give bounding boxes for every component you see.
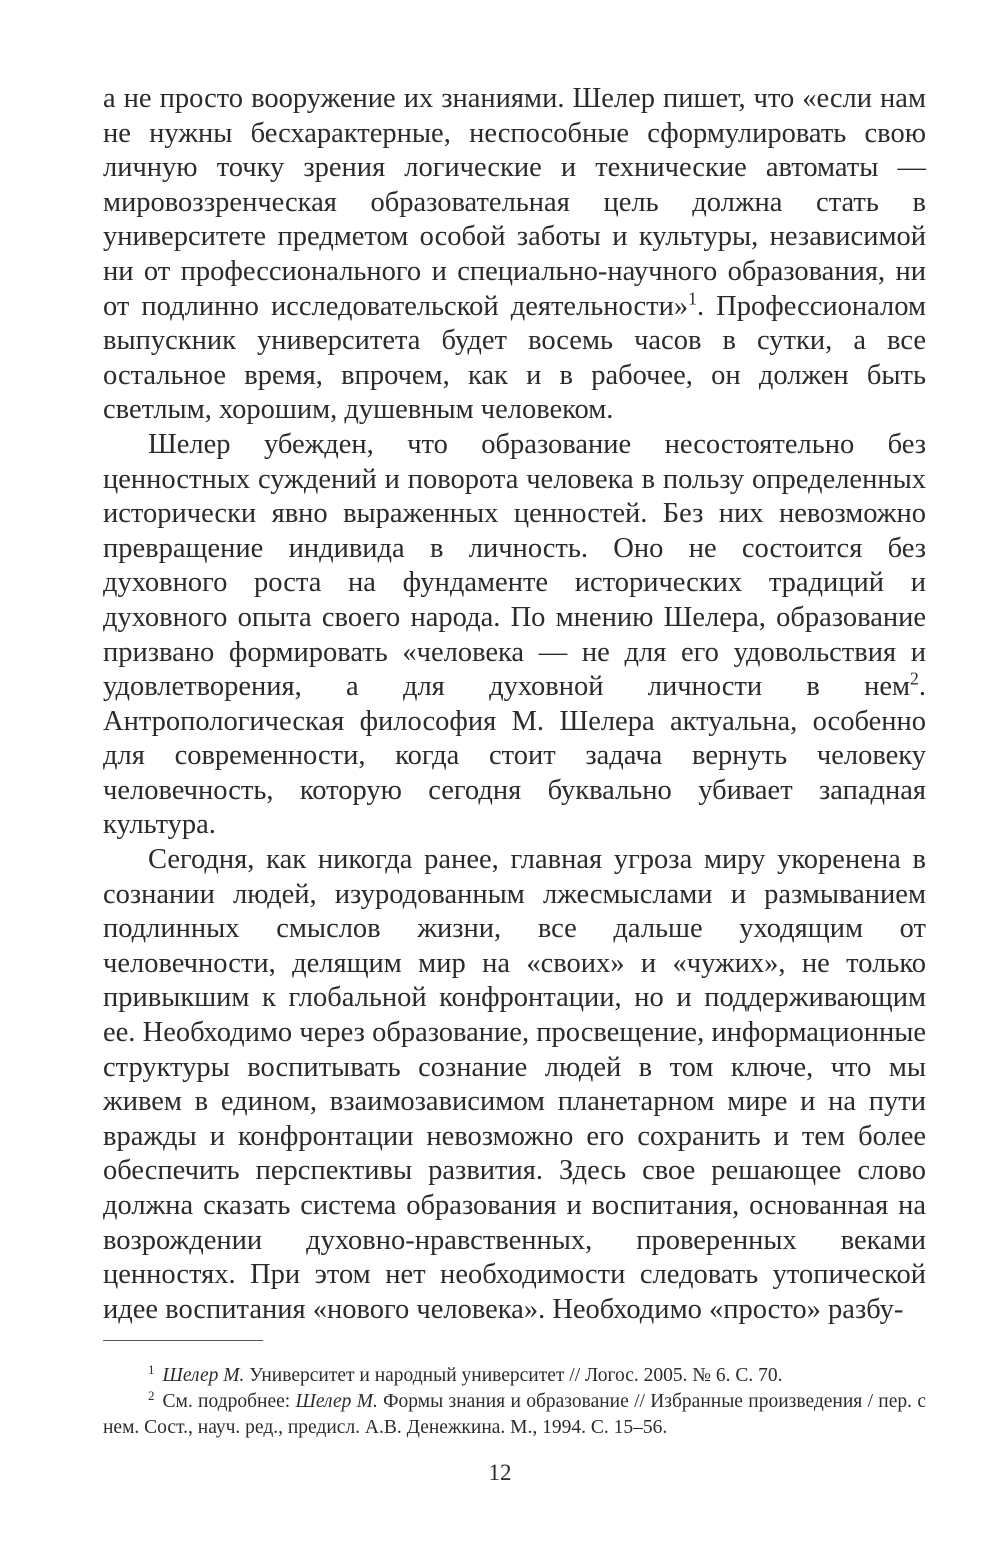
footnote-2-prefix: См. подробнее: [162,1391,296,1412]
paragraph-2-text-b: . Антропологическая философия М. Шелера актуальна, особенно для современности, когда стоит задача вернуть человеку человечность, которую сегодня буквально убивает западная культура. [103,671,926,841]
footnote-ref-1[interactable]: 1 [688,288,697,309]
page-body [103,82,926,1327]
paragraph-2 [103,428,926,843]
paragraph-3: Сегодня, как никогда ранее, главная угроза миру укоренена в сознании людей, изуродованным лжесмыслами и размыванием подлинных смыслов жизни, все дальше уходящим от человечности, делящим мир на «своих» и «чужих», не только привыкшим к глобальной конфронтации, но и поддерживающим ее. Необходимо через образование, просвещение, информационные структуры воспитывать сознание людей в том ключе, что мы живем в едином, взаимозависимом планетарном мире и на пути вражды и конфронтации невозможно его сохранить и тем более обеспечить перспективы развития. Здесь свое решающее слово должна сказать система образования и воспитания, основанная на возрождении духовно-нравственных, проверенных веками ценностях. При этом нет необходимости следовать утопической идее воспитания «нового человека». Необходимо «просто» разбу- [103,844,926,1325]
footnote-2-author: Шелер М. [295,1391,378,1412]
page-number: 12 [488,1460,512,1485]
body-text [103,82,926,1327]
footnote-2-text: Формы знания и образование // Избранные произведения / пер. с нем. Сост., науч. ред., предисл. А.В. Денежкина. М., 1994. С. 15–56. [103,1391,926,1438]
footnote-divider [103,1340,263,1341]
footnote-1 [103,1363,926,1389]
footnote-ref-2[interactable]: 2 [910,668,919,689]
footnote-1-text: Университет и народный университет // Логос. 2005. № 6. С. 70. [244,1365,783,1386]
paragraph-1-text-b: . Профессионалом выпускник университета будет восемь часов в сутки, а все остальное время, впрочем, как и в рабочее, он должен быть светлым, хорошим, душевным человеком. [103,290,927,426]
footnote-2-number: 2 [148,1387,155,1403]
footnote-1-author: Шелер М. [162,1365,245,1386]
paragraph-2-text-a: Шелер убежден, что образование несостоятельно без ценностных суждений и поворота человека в пользу определенных исторически явно выраженных ценностей. Без них невозможно превращение индивида в личность. Оно не состоится без духовного роста на фундаменте исторических традиций и духовного опыта своего народа. По мнению Шелера, образование призвано формировать «человека — не для его удовольствия и удовлетворения, а для духовной личности в нем [103,428,926,703]
footnote-2 [103,1389,926,1441]
footnotes [103,1340,926,1441]
footnote-1-number: 1 [148,1361,155,1377]
paragraph-1 [103,82,926,428]
paragraph-1-text-a: а не просто вооружение их знаниями. Шелер пишет, что «если нам не нужны бесхарактерные, неспособные сформулировать свою личную точку зрения логические и технические автоматы — мировоззренческая образовательная цель должна стать в университете предметом особой заботы и культуры, независимой ни от профессионального и специально-научного образования, ни от подлинно исследовательской деятельности» [103,83,926,322]
